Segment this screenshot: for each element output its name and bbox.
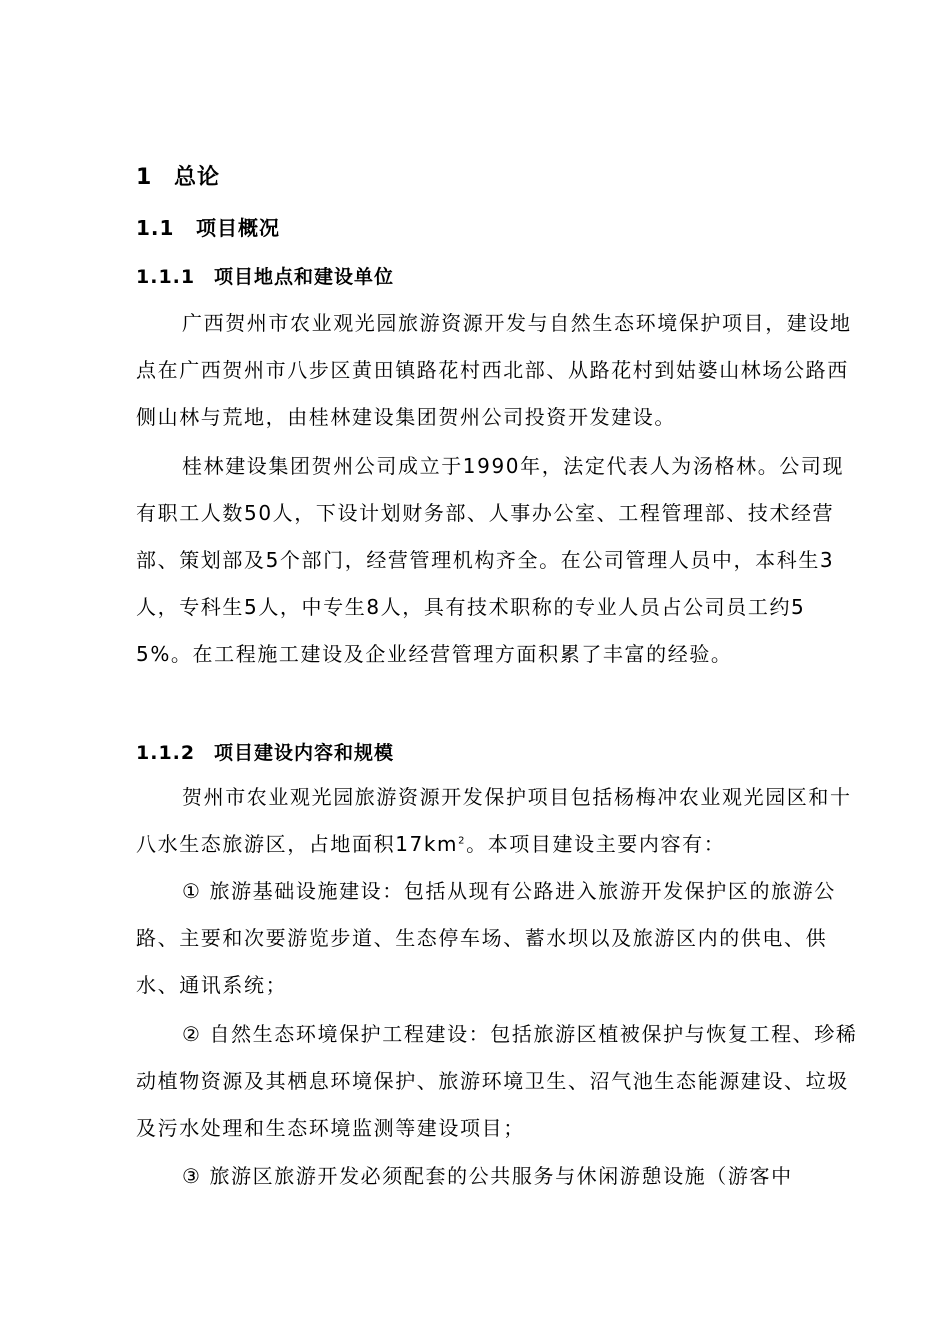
- section-heading: [136, 212, 280, 241]
- subsection-heading-1-1-2: [136, 738, 394, 765]
- subsection-title: 项目建设内容和规模: [214, 742, 395, 764]
- subsection-title: 项目地点和建设单位: [214, 266, 395, 288]
- scope-text-end: 。本项目建设主要内容有：: [466, 832, 726, 856]
- subsection-number: 1.1.2: [136, 742, 196, 764]
- chapter-title: 总论: [174, 165, 221, 190]
- paragraph-company-profile: 桂林建设集团贺州公司成立于1990年，法定代表人为汤格林。公司现有职工人数50人，下设计划财务部、人事办公室、工程管理部、技术经营部、策划部及5个部门，经营管理机构齐全。在公司管理人员中，本科生3人，专科生5人，中专生8人，具有技术职称的专业人员占公司员工约55%。在工程施工建设及企业经营管理方面积累了丰富的经验。: [136, 454, 845, 666]
- area-superscript: 2: [458, 835, 467, 847]
- chapter-heading: [136, 160, 220, 191]
- scope-text: 贺州市农业观光园旅游资源开发保护项目包括杨梅冲农业观光园区和十八水生态旅游区，占地面积17km: [136, 785, 852, 856]
- paragraph-project-location: 广西贺州市农业观光园旅游资源开发与自然生态环境保护项目，建设地点在广西贺州市八步区黄田镇路花村西北部、从路花村到姑婆山林场公路西侧山林与荒地，由桂林建设集团贺州公司投资开发建设。: [136, 311, 852, 429]
- subsection-number: 1.1.1: [136, 266, 196, 288]
- list-item-public-services: ③ 旅游区旅游开发必须配套的公共服务与休闲游憩设施（游客中: [182, 1164, 793, 1188]
- chapter-number: 1: [136, 165, 153, 190]
- subsection-heading-1-1-1: [136, 262, 394, 289]
- paragraph-project-scope: [136, 774, 860, 868]
- list-item-infrastructure: ① 旅游基础设施建设：包括从现有公路进入旅游开发保护区的旅游公路、主要和次要游览步道、生态停车场、蓄水坝以及旅游区内的供电、供水、通讯系统；: [136, 879, 836, 997]
- section-number: 1.1: [136, 216, 175, 240]
- section-title: 项目概况: [196, 216, 280, 240]
- list-item-ecological-protection: ② 自然生态环境保护工程建设：包括旅游区植被保护与恢复工程、珍稀动植物资源及其栖息环境保护、旅游环境卫生、沼气池生态能源建设、垃圾及污水处理和生态环境监测等建设项目；: [136, 1022, 858, 1140]
